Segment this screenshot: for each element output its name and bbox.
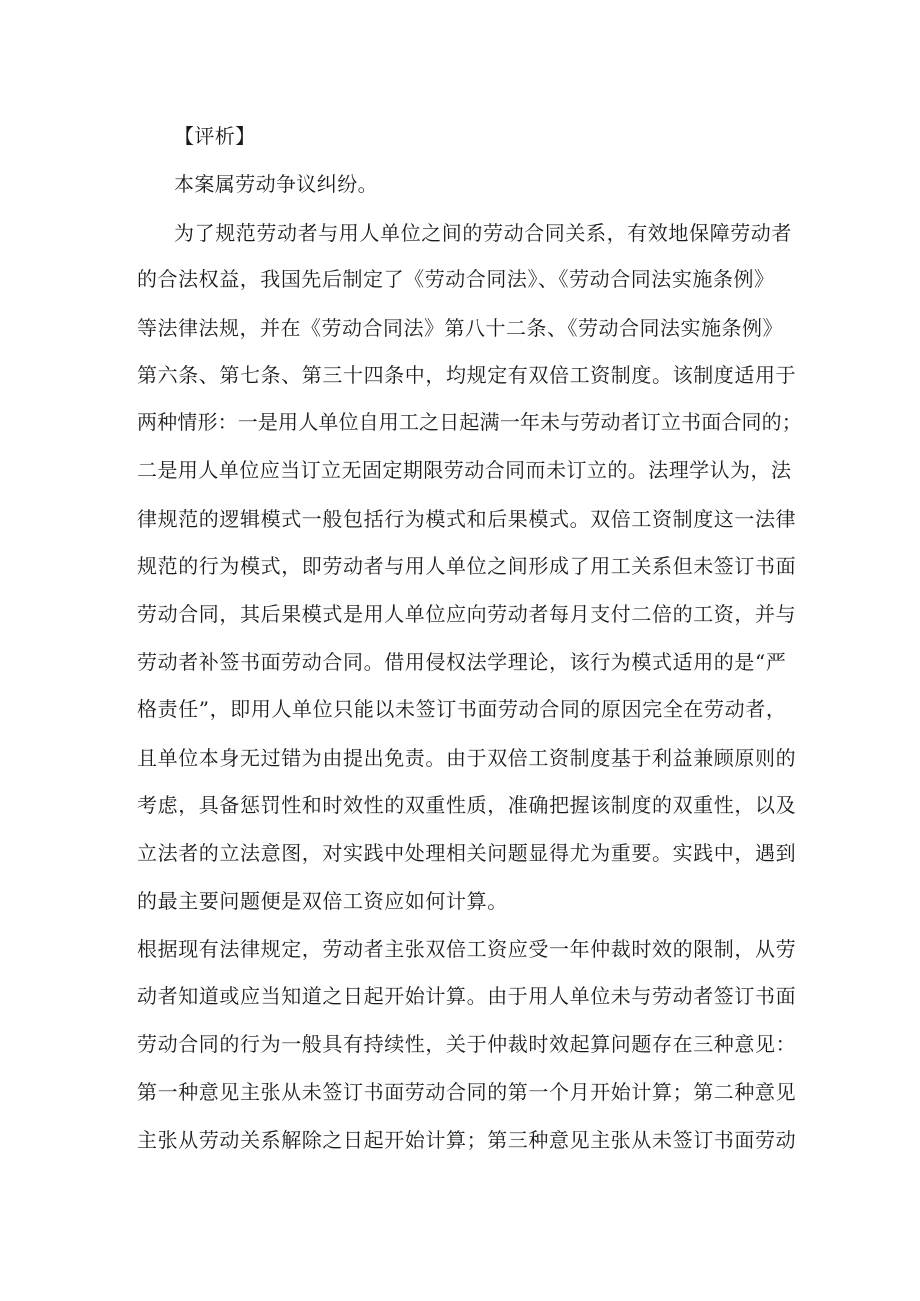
text-line: 格责任”，即用人单位只能以未签订书面劳动合同的原因完全在劳动者， [137, 697, 787, 721]
text-line: 立法者的立法意图，对实践中处理相关问题显得尤为重要。实践中，遇到 [137, 841, 797, 865]
text-line: 动者知道或应当知道之日起开始计算。由于用人单位未与劳动者签订书面 [137, 984, 797, 1008]
text-line: 二是用人单位应当订立无固定期限劳动合同而未订立的。法理学认为，法 [137, 458, 792, 482]
text-line: 劳动者补签书面劳动合同。借用侵权法学理论，该行为模式适用的是“严 [137, 650, 787, 674]
text-line: 劳动合同，其后果模式是用人单位应向劳动者每月支付二倍的工资，并与 [137, 602, 797, 626]
text-line: 主张从劳动关系解除之日起开始计算；第三种意见主张从未签订书面劳动 [137, 1128, 797, 1152]
text-line: 律规范的逻辑模式一般包括行为模式和后果模式。双倍工资制度这一法律 [137, 507, 797, 531]
text-line: 考虑，具备惩罚性和时效性的双重性质，准确把握该制度的双重性，以及 [137, 793, 797, 817]
text-line: 劳动合同的行为一般具有持续性，关于仲裁时效起算问题存在三种意见： [137, 1032, 797, 1056]
text-line: 本案属劳动争议纠纷。 [174, 172, 378, 196]
text-line: 的合法权益，我国先后制定了《劳动合同法》、《劳动合同法实施条例》 [137, 267, 775, 291]
text-line: 第一种意见主张从未签订书面劳动合同的第一个月开始计算；第二种意见 [137, 1080, 797, 1104]
text-line: 规范的行为模式，即劳动者与用人单位之间形成了用工关系但未签订书面 [137, 554, 797, 578]
section-heading: 【评析】 [174, 124, 256, 148]
text-line: 等法律法规，并在《劳动合同法》第八十二条、《劳动合同法实施条例》 [137, 316, 783, 340]
text-line: 为了规范劳动者与用人单位之间的劳动合同关系，有效地保障劳动者 [174, 221, 792, 245]
text-line: 第六条、第七条、第三十四条中，均规定有双倍工资制度。该制度适用于 [137, 363, 797, 387]
text-line: 根据现有法律规定，劳动者主张双倍工资应受一年仲裁时效的限制，从劳 [137, 937, 797, 961]
text-line: 且单位本身无过错为由提出免责。由于双倍工资制度基于利益兼顾原则的 [137, 746, 797, 770]
text-line: 两种情形：一是用人单位自用工之日起满一年未与劳动者订立书面合同的； [137, 410, 802, 434]
text-line: 的最主要问题便是双倍工资应如何计算。 [137, 889, 508, 913]
